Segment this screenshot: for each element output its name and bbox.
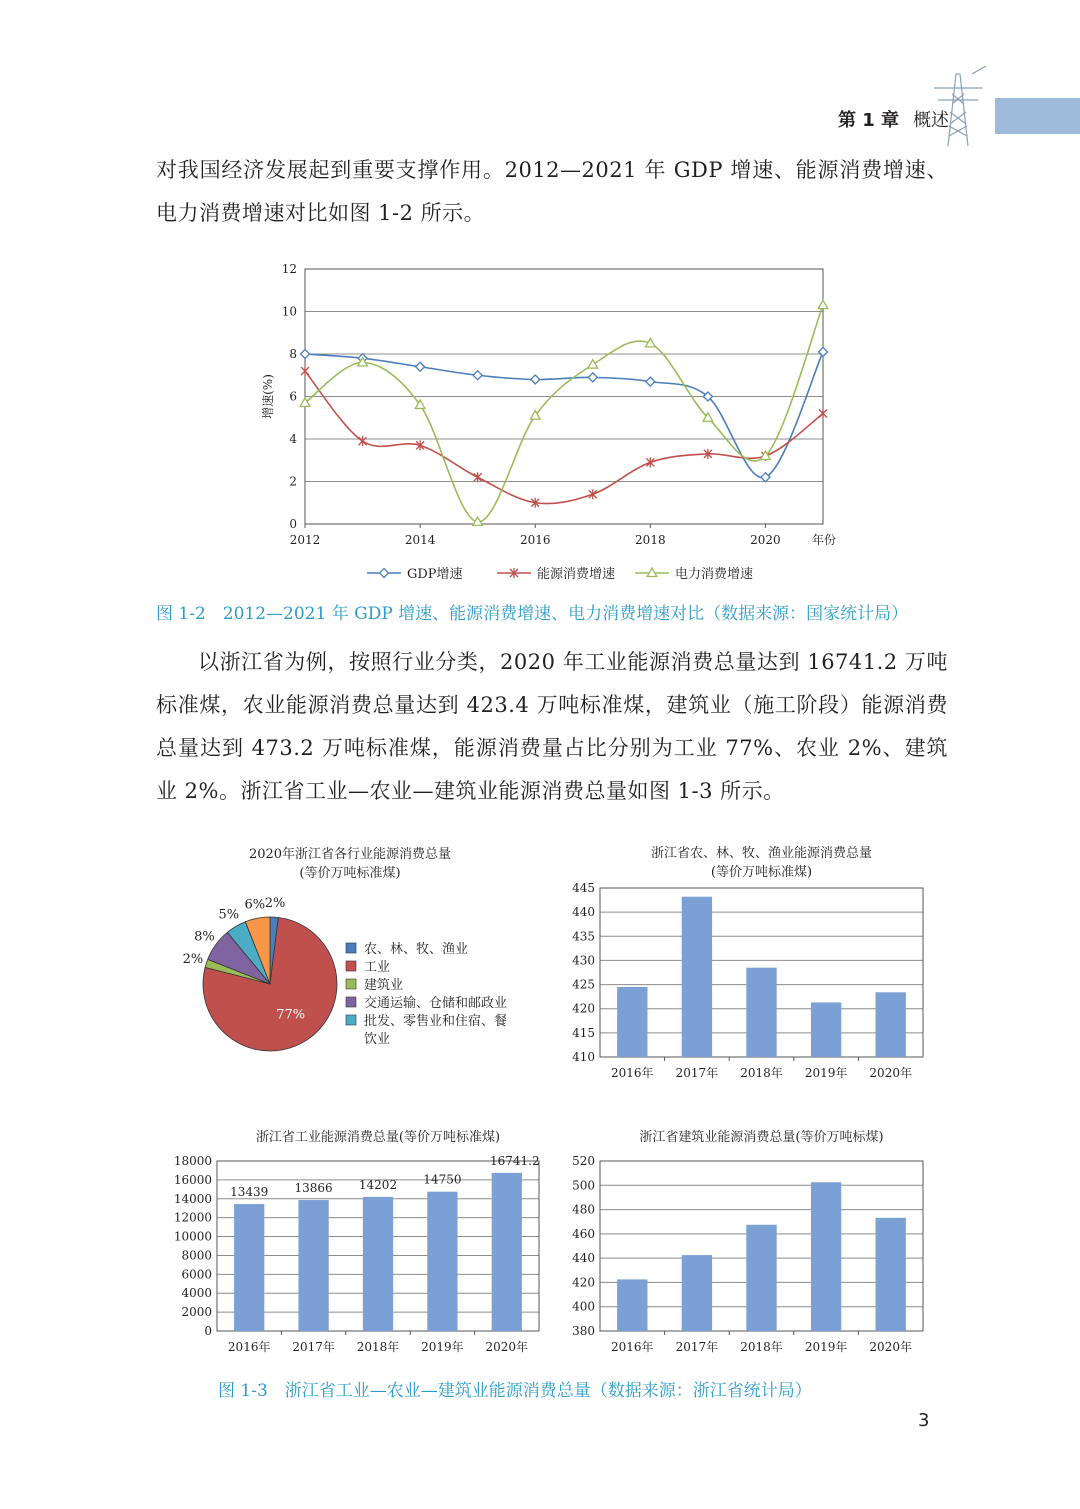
y-tick-label: 4: [289, 432, 297, 446]
bar-data-label: 14202: [358, 1177, 398, 1192]
x-tick-label: 2019年: [804, 1340, 848, 1354]
y-tick-label: 2000: [181, 1305, 212, 1320]
y-tick-label: 440: [572, 1251, 595, 1266]
x-tick-label: 2018年: [740, 1340, 783, 1354]
data-point: [531, 375, 540, 384]
bar-data-label: 13439: [230, 1185, 269, 1200]
x-tick-label: 2016年: [227, 1340, 271, 1354]
x-tick-label: 2017年: [675, 1066, 719, 1080]
y-tick-label: 445: [572, 881, 595, 895]
x-tick-label: 2014: [404, 533, 436, 547]
bar: [617, 1279, 647, 1331]
legend-swatch: [346, 979, 356, 989]
pie-chart-industry-share: [170, 838, 550, 1078]
bar: [876, 992, 906, 1057]
x-tick-label: 2016年: [611, 1066, 654, 1080]
y-tick-label: 6: [289, 389, 297, 404]
x-tick-label: 2019年: [804, 1066, 848, 1080]
figure-2-caption: 图 1-3 浙江省工业—农业—建筑业能源消费总量（数据来源：浙江省统计局）: [218, 1381, 812, 1401]
x-tick-label: 2016: [519, 533, 551, 547]
legend-label: 工业: [364, 960, 391, 975]
bar-chart-agriculture: [555, 838, 935, 1088]
x-tick-label: 2017年: [675, 1340, 719, 1354]
chart-subtitle: (等价万吨标准煤): [710, 865, 813, 880]
y-tick-label: 12000: [173, 1210, 212, 1225]
data-point: [818, 300, 828, 309]
paragraph-intro: 对我国经济发展起到重要支撑作用。2012—2021 年 GDP 增速、能源消费增速、电力消费增速对比如图 1-2 所示。: [156, 158, 948, 225]
y-tick-label: 12: [281, 262, 297, 276]
x-tick-label: 2019年: [421, 1340, 464, 1354]
bar: [617, 987, 647, 1057]
x-tick-label: 2016年: [611, 1340, 654, 1354]
legend-label: 建筑业: [364, 978, 404, 993]
data-point: [416, 362, 425, 371]
series-line: [305, 305, 823, 522]
data-point: [761, 473, 770, 482]
pie-data-label: 2%: [182, 951, 204, 967]
bar: [876, 1218, 906, 1331]
pie-data-label: 5%: [218, 907, 240, 923]
data-point: [474, 472, 482, 482]
bar: [298, 1200, 328, 1331]
chapter-title: 概述: [913, 110, 950, 131]
data-point: [473, 371, 482, 380]
y-tick-label: 14000: [173, 1191, 212, 1206]
chart-subtitle: (等价万吨标准煤): [299, 866, 401, 881]
series-line: [305, 371, 823, 504]
y-tick-label: 4000: [181, 1286, 212, 1301]
legend-label: 农、林、牧、渔业: [364, 942, 469, 957]
legend-label: 饮业: [364, 1032, 391, 1047]
bar: [234, 1204, 264, 1331]
legend-swatch: [346, 997, 356, 1007]
chart-title: 2020年浙江省各行业能源消费总量: [248, 847, 452, 862]
y-tick-label: 0: [289, 517, 297, 531]
data-point: [301, 350, 310, 359]
y-tick-label: 10000: [173, 1229, 212, 1244]
pie-data-label: 2%: [264, 896, 286, 912]
pie-data-label: 77%: [276, 1007, 306, 1023]
y-tick-label: 440: [572, 905, 595, 920]
y-tick-label: 400: [572, 1299, 595, 1314]
bar: [427, 1192, 457, 1331]
bar: [746, 968, 776, 1057]
figure-1-caption: 图 1-2 2012—2021 年 GDP 增速、能源消费增速、电力消费增速对比（数据来源：国家统计局）: [156, 604, 909, 624]
bar-chart-construction: [555, 1122, 935, 1362]
y-tick-label: 16000: [173, 1172, 212, 1187]
header-accent-bar: [995, 98, 1080, 134]
legend-swatch: [346, 961, 356, 971]
y-tick-label: 380: [572, 1324, 595, 1338]
data-point: [359, 436, 367, 446]
data-point: [588, 373, 597, 382]
x-tick-label: 2020年: [485, 1340, 529, 1354]
y-tick-label: 425: [572, 977, 595, 992]
y-tick-label: 6000: [181, 1267, 212, 1282]
y-tick-label: 10: [281, 304, 297, 319]
x-axis-label: 年份: [811, 533, 837, 547]
chapter-header: [838, 106, 949, 132]
x-tick-label: 2020: [750, 533, 781, 547]
bar: [746, 1225, 776, 1331]
y-tick-label: 480: [572, 1202, 595, 1217]
chart-title: 浙江省工业能源消费总量(等价万吨标准煤): [255, 1130, 501, 1145]
y-tick-label: 435: [572, 929, 595, 944]
y-tick-label: 8: [289, 347, 297, 361]
y-tick-label: 460: [572, 1226, 595, 1241]
data-point: [646, 457, 654, 467]
bar-data-label: 13866: [294, 1181, 333, 1196]
data-point: [819, 347, 828, 356]
chart-title: 浙江省农、林、牧、渔业能源消费总量: [650, 846, 873, 861]
legend-swatch: [346, 943, 356, 953]
pie-data-label: 8%: [194, 929, 215, 945]
paragraph-zhejiang: 以浙江省为例，按照行业分类，2020 年工业能源消费总量达到 16741.2 万吨标准煤，农业能源消费总量达到 423.4 万吨标准煤，建筑业（施工阶段）能源消费总量达到 473.2 万吨标准煤，能源消费量占比分别为工业 77%、农业 2%、建筑业 2%。浙江省工业—农业—建筑业能源消费总量如图 1-3 所示。: [156, 650, 948, 803]
y-axis-label: 增速(%): [261, 374, 275, 419]
bar: [363, 1197, 393, 1331]
legend-label: 批发、零售业和住宿、餐: [364, 1014, 508, 1029]
y-tick-label: 500: [572, 1178, 595, 1193]
y-tick-label: 0: [204, 1324, 212, 1338]
data-point: [301, 366, 309, 376]
y-tick-label: 410: [572, 1050, 595, 1064]
data-point: [819, 409, 827, 419]
legend-marker: [380, 569, 389, 578]
x-tick-label: 2020年: [869, 1340, 912, 1354]
data-point: [589, 489, 597, 499]
x-tick-label: 2018: [635, 533, 666, 547]
bar-chart-industry: [150, 1122, 550, 1362]
y-tick-label: 415: [572, 1025, 595, 1040]
y-tick-label: 520: [572, 1154, 595, 1168]
x-tick-label: 2020年: [869, 1066, 912, 1080]
legend-label: 能源消费增速: [537, 567, 616, 582]
x-tick-label: 2018年: [356, 1340, 400, 1354]
y-tick-label: 18000: [173, 1154, 212, 1168]
x-tick-label: 2017年: [292, 1340, 335, 1354]
y-tick-label: 430: [572, 953, 595, 968]
data-point: [588, 360, 598, 369]
bar-data-label: 16741.2: [489, 1153, 540, 1168]
legend-label: 电力消费增速: [675, 567, 754, 582]
legend-label: GDP增速: [407, 567, 463, 582]
bar: [492, 1173, 522, 1331]
chapter-label: 第 1 章: [838, 110, 900, 131]
bar-data-label: 14750: [423, 1172, 462, 1187]
bar: [682, 1255, 712, 1331]
page-number: 3: [918, 1410, 930, 1431]
x-tick-label: 2012: [289, 533, 321, 547]
line-chart-growth-comparison: [250, 258, 850, 588]
data-point: [646, 377, 655, 386]
bar: [811, 1002, 841, 1057]
chart-title: 浙江省建筑业能源消费总量(等价万吨标煤): [639, 1130, 884, 1145]
legend-label: 交通运输、仓储和邮政业: [364, 996, 508, 1011]
x-tick-label: 2018年: [740, 1066, 783, 1080]
bar: [682, 897, 712, 1057]
y-tick-label: 420: [572, 1001, 595, 1016]
legend-swatch: [346, 1015, 356, 1025]
y-tick-label: 2: [289, 474, 297, 489]
y-tick-label: 420: [572, 1275, 595, 1290]
bar: [811, 1182, 841, 1331]
y-tick-label: 8000: [181, 1248, 212, 1263]
pie-data-label: 6%: [244, 897, 266, 913]
